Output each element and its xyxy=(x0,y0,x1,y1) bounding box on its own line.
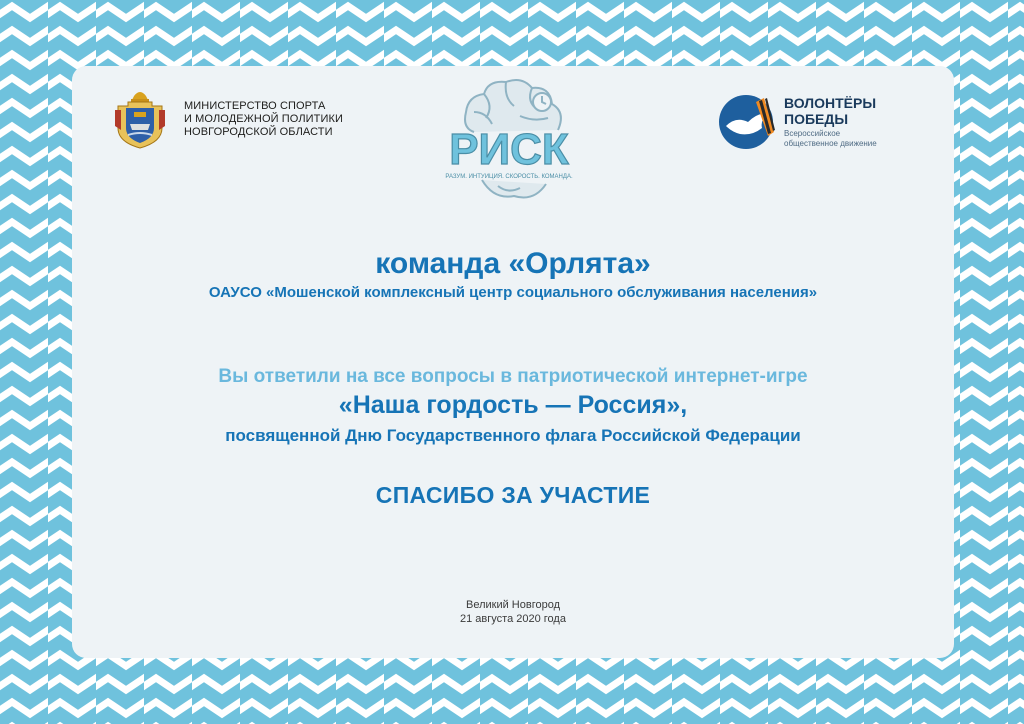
volunteers-block xyxy=(718,92,877,152)
thanks-heading: СПАСИБО ЗА УЧАСТИЕ xyxy=(375,482,651,508)
dedication-text: посвященной Дню Государственного флага Российской Федерации xyxy=(225,426,801,445)
city-name: Великий Новгород xyxy=(465,599,560,611)
volunteers-subtitle-line: Всероссийское xyxy=(784,129,841,138)
volunteers-text xyxy=(784,95,877,149)
team-name: команда «Орлята» xyxy=(375,247,651,280)
certificate-card xyxy=(72,66,954,658)
ministry-block xyxy=(112,88,343,150)
risk-logo-word: РИСК xyxy=(449,125,569,174)
ministry-line: НОВГОРОДСКОЙ ОБЛАСТИ xyxy=(184,125,333,138)
volunteers-title-line: ПОБЕДЫ xyxy=(784,111,849,127)
ministry-line: И МОЛОДЕЖНОЙ ПОЛИТИКИ xyxy=(184,112,344,125)
game-title: «Наша гордость — Россия», xyxy=(338,391,688,419)
volunteers-subtitle-line: общественное движение xyxy=(784,139,877,148)
dove-ribbon-icon xyxy=(718,92,778,152)
organization-name: ОАУСО «Мошенской комплексный центр социального обслуживания населения» xyxy=(208,284,818,301)
risk-logo-tagline: РАЗУМ. ИНТУИЦИЯ. СКОРОСТЬ. КОМАНДА. xyxy=(445,174,573,180)
place-and-date xyxy=(72,598,954,626)
risk-game-logo xyxy=(434,72,584,224)
volunteers-title-line: ВОЛОНТЁРЫ xyxy=(784,95,877,111)
novgorod-coat-of-arms-icon xyxy=(112,88,168,150)
answered-text: Вы ответили на все вопросы в патриотической интернет-игре xyxy=(218,366,808,387)
ministry-line: МИНИСТЕРСТВО СПОРТА xyxy=(184,99,326,112)
ministry-name xyxy=(184,100,343,139)
issue-date: 21 августа 2020 года xyxy=(460,613,566,625)
